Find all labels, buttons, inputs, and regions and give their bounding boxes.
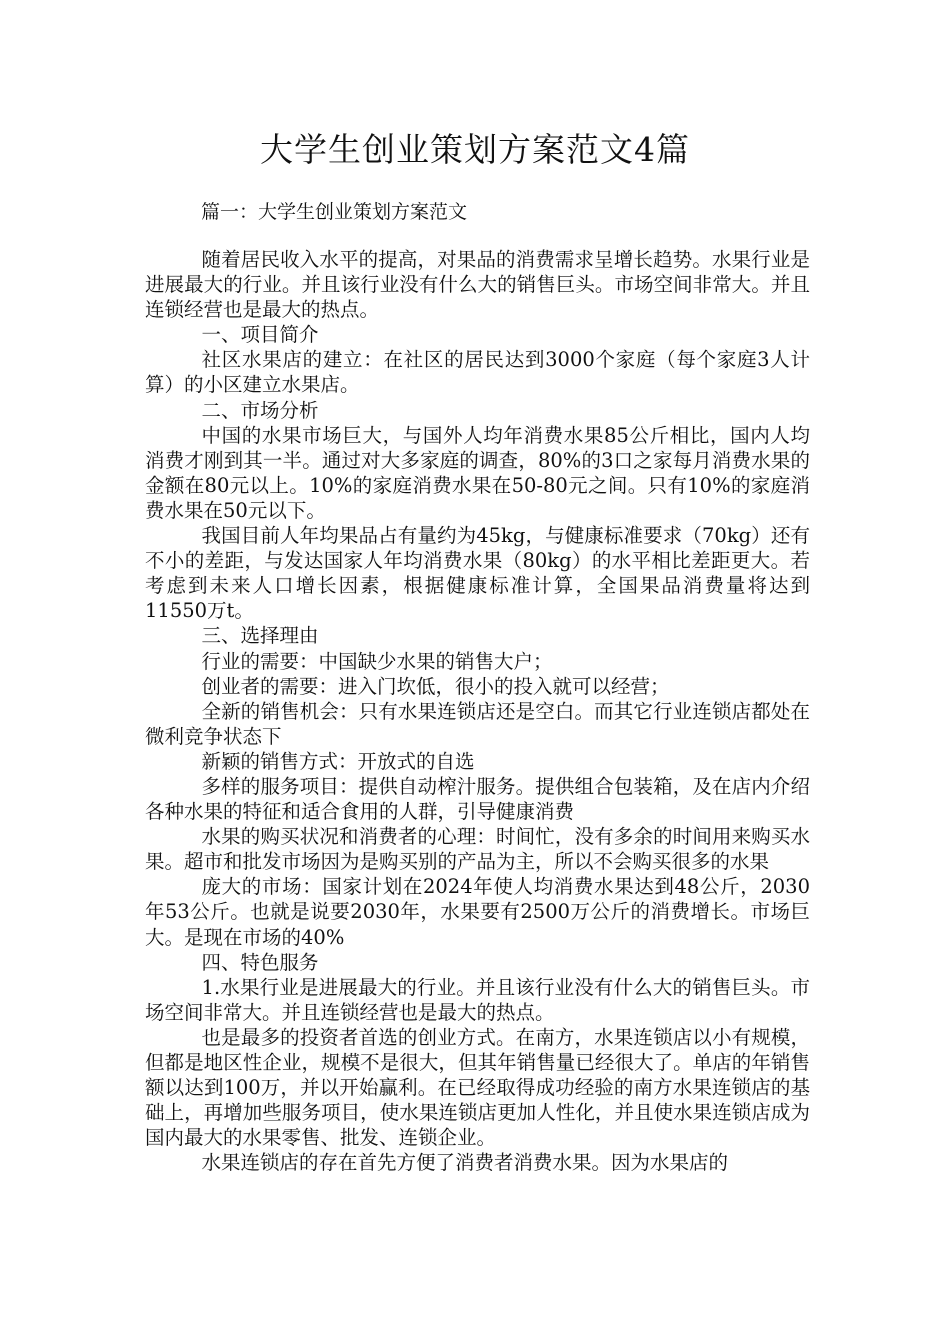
paragraph: 全新的销售机会：只有水果连锁店还是空白。而其它行业连锁店都处在微利竞争状态下 [145, 699, 810, 748]
paragraph: 也是最多的投资者首选的创业方式。在南方，水果连锁店以小有规模，但都是地区性企业，规模不是很大，但其年销售量已经很大了。单店的年销售额以达到100万，并以开始赢利。在已经取得成功经验的南方水果连锁店的基础上，再增加些服务项目，使水果连锁店更加人性化，并且使水果连锁店成为国内最大的水果零售、批发、连锁企业。 [145, 1025, 810, 1150]
paragraph: 随着居民收入水平的提高，对果品的消费需求呈增长趋势。水果行业是进展最大的行业。并且该行业没有什么大的销售巨头。市场空间非常大。并且连锁经营也是最大的热点。 [145, 248, 810, 322]
section-heading: 三、选择理由 [201, 624, 319, 648]
section-heading: 篇一：大学生创业策划方案范文 [201, 201, 468, 223]
document-body [145, 247, 810, 1175]
section-heading: 一、项目简介 [201, 323, 319, 347]
section-heading: 四、特色服务 [201, 950, 319, 974]
paragraph: 水果连锁店的存在首先方便了消费者消费水果。因为水果店的 [201, 1151, 729, 1175]
paragraph: 庞大的市场：国家计划在2024年使人均消费水果达到48公斤，2030年53公斤。也就是说要2030年，水果要有2500万公斤的消费增长。市场巨大。是现在市场的40% [145, 875, 810, 949]
paragraph: 1.水果行业是进展最大的行业。并且该行业没有什么大的销售巨头。市场空间非常大。并且连锁经营也是最大的热点。 [145, 975, 810, 1024]
paragraph: 中国的水果市场巨大，与国外人均年消费水果85公斤相比，国内人均消费才刚到其一半。通过对大多家庭的调查，80%的3口之家每月消费水果的金额在80元以上。10%的家庭消费水果在50-80元之间。只有10%的家庭消费水果在50元以下。 [145, 423, 810, 522]
paragraph: 多样的服务项目：提供自动榨汁服务。提供组合包装箱，及在店内介绍各种水果的特征和适合食用的人群，引导健康消费 [145, 774, 810, 824]
section-heading: 二、市场分析 [201, 398, 319, 422]
document-title: 大学生创业策划方案范文4篇 [260, 130, 690, 169]
paragraph: 我国目前人年均果品占有量约为45kg，与健康标准要求（70kg）还有不小的差距，与发达国家人年均消费水果（80kg）的水平相比差距更大。若考虑到未来人口增长因素，根据健康标准计算，全国果品消费量将达到11550万t。 [145, 524, 810, 623]
paragraph: 创业者的需要：进入门坎低，很小的投入就可以经营； [201, 674, 670, 698]
paragraph: 水果的购买状况和消费者的心理：时间忙，没有多余的时间用来购买水果。超市和批发市场因为是购买别的产品为主，所以不会购买很多的水果 [145, 825, 810, 874]
paragraph: 社区水果店的建立：在社区的居民达到3000个家庭（每个家庭3人计算）的小区建立水果店。 [145, 348, 810, 397]
paragraph: 行业的需要：中国缺少水果的销售大户； [201, 649, 553, 673]
paragraph: 新颖的销售方式：开放式的自选 [201, 749, 475, 773]
